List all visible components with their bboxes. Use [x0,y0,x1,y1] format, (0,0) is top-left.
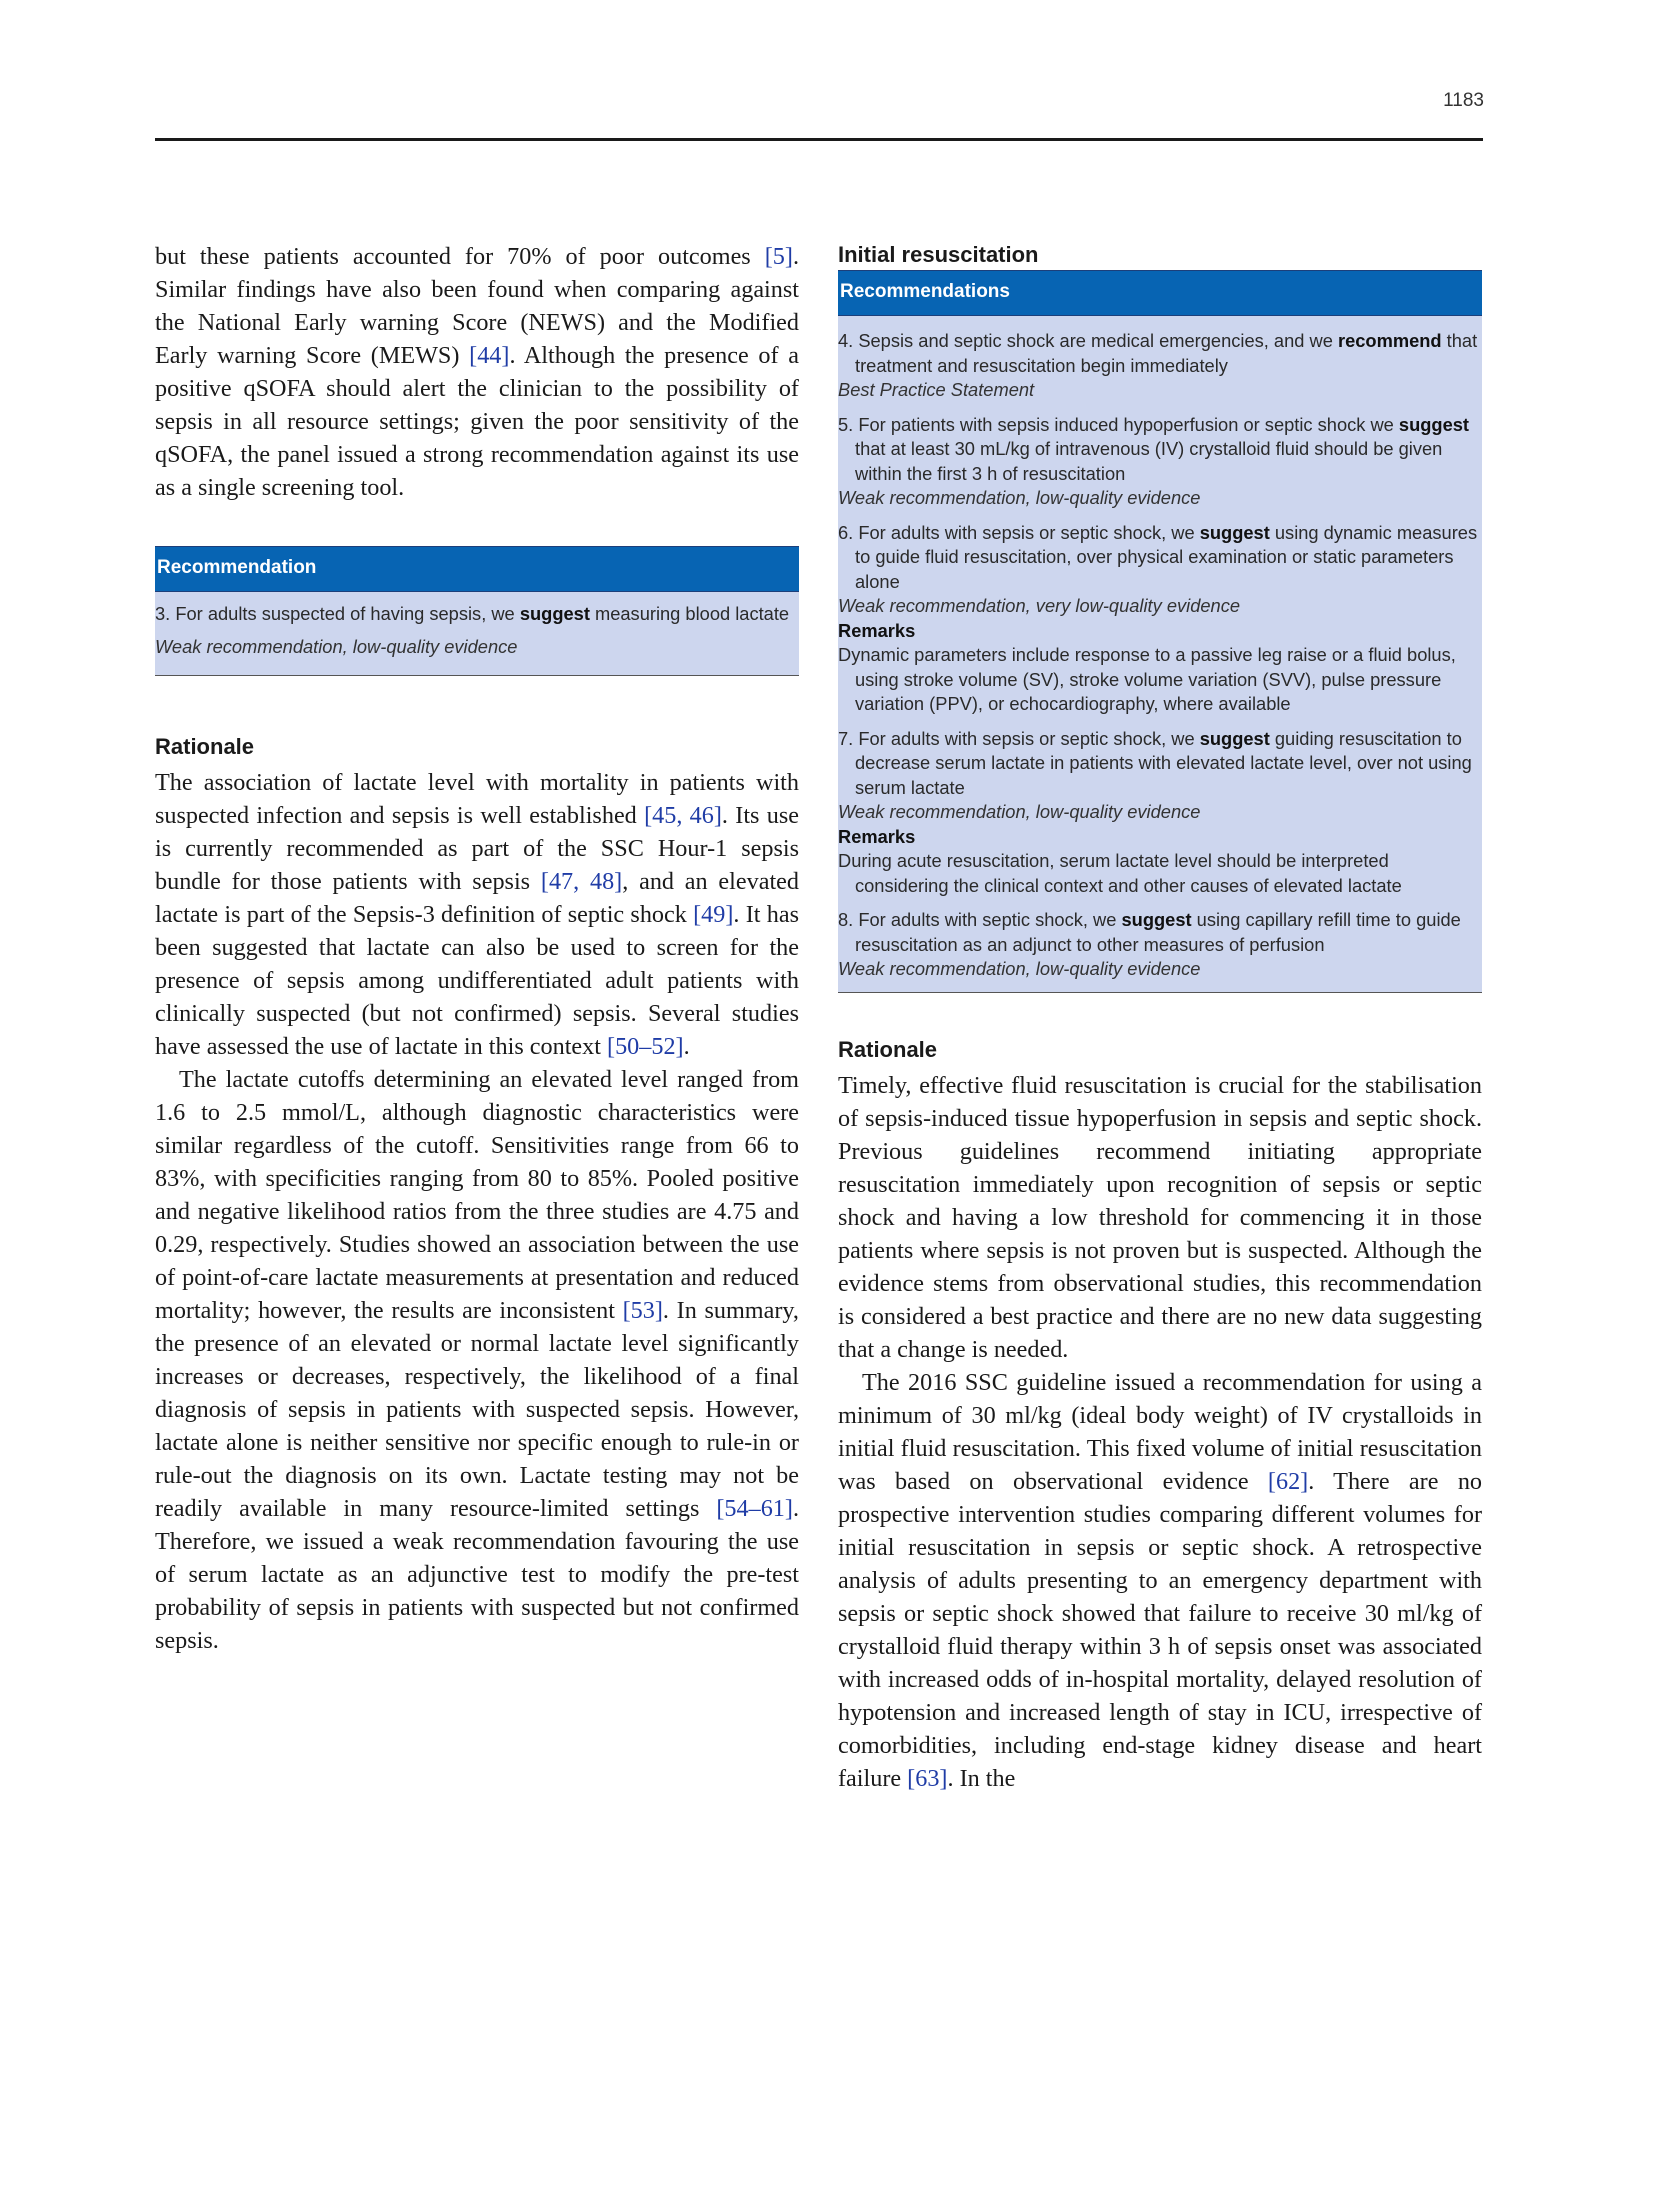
left-rationale-paragraph-2 [155,1063,799,1657]
citation-link[interactable]: [50–52] [607,1033,684,1060]
citation-link[interactable]: [45, 46] [644,802,722,829]
recommendation-8: 8. For adults with septic shock, we suggest using capillary refill time to guide resuscitation as an adjunct to other measures of perfusion [838,909,1461,955]
citation-link[interactable]: [54–61] [716,1495,793,1522]
paragraph-text: Timely, effective fluid resuscitation is crucial for the stabilisation of sepsis-induced tissue hypoperfusion in sepsis and septic shock. Previous guidelines recommend initiating appropriate resuscitation immediately upon recognition of sepsis or septic shock and having a low threshold for commencing it in those patients where sepsis is not proven but is suspected. Although the evidence stems from observational studies, this recommendation is considered a best practice and there are no new data suggesting that a change is needed. [838,1071,1482,1363]
header-rule [155,138,1483,141]
recommendation-6: 6. For adults with sepsis or septic shock, we suggest using dynamic measures to guide fluid resuscitation, over physical examination or static parameters alone [838,521,1478,592]
paragraph-text: The lactate cutoffs determining an elevated level ranged from 1.6 to 2.5 mmol/L, although diagnostic characteristics were similar regardless of the cutoff. Sensitivities range from 66 to 83%, with specificities ranging from 80 to 85%. Pooled positive and negative likelihood ratios from the three studies are 4.75 and 0.29, respectively. Studies showed an association between the use of point-of-care lactate measurements at presentation and reduced mortality; however, the results are inconsistent [155,1066,799,1324]
right-rationale-paragraph-2 [838,1366,1482,1795]
recommendation-7: 7. For adults with sepsis or septic shock, we suggest guiding resuscitation to decrease serum lactate in patients with elevated lactate level, over not using serum lactate [838,727,1472,798]
page-number: 1183 [1443,90,1484,111]
recommendation-6-grade: Weak recommendation, very low-quality evidence [838,595,1241,616]
recommendation-5: 5. For patients with sepsis induced hypoperfusion or septic shock we suggest that at least 30 mL/kg of intravenous (IV) crystalloid fluid should be given within the first 3 h of resuscitation [838,413,1470,484]
paragraph-text: . Although the presence of a positive qSOFA should alert the clinician to the possibility of sepsis in all resource settings; given the poor sensitivity of the qSOFA, the panel issued a strong recommendation against its use as a single screening tool. [155,342,799,501]
paragraph-text: , and an elevated lactate is part of the Sepsis-3 definition of septic shock [155,868,799,928]
recommendation-7-grade: Weak recommendation, low-quality evidence [838,801,1201,822]
recommendations-box-resuscitation [838,270,1482,993]
citation-link[interactable]: [63] [907,1764,948,1792]
paragraph-text: . There are no prospective intervention studies comparing different volumes for initial resuscitation in sepsis or septic shock. A retrospective analysis of adults presenting to an emergency department with sepsis or septic shock showed that failure to receive 30 ml/kg of crystalloid fluid therapy within 3 h of sepsis onset was associated with increased odds of in-hospital mortality, delayed resolution of hypotension and increased length of stay in ICU, irrespective of comorbidities, including end-stage kidney disease and heart failure [838,1467,1483,1792]
paragraph-text: The association of lactate level with mortality in patients with suspected infection and sepsis is well established [155,769,799,829]
recommendation-box-lactate [155,546,799,676]
paragraph-text: . Therefore, we issued a weak recommendation favouring the use of serum lactate as an adjunctive test to modify the pre-test probability of sepsis in patients with suspected but not confirmed sepsis. [155,1495,799,1654]
recommendation-box-header: Recommendation [155,546,799,592]
left-rationale-paragraph-1 [155,766,799,1063]
recommendation-5-grade: Weak recommendation, low-quality evidence [838,487,1201,508]
recommendation-7-remarks-heading: Remarks [838,825,916,847]
citation-link[interactable]: [47, 48] [540,868,623,895]
left-rationale-heading: Rationale [155,734,255,759]
citation-link[interactable]: [5] [764,243,793,270]
recommendation-box-body [155,592,799,675]
recommendation-8-grade: Weak recommendation, low-quality evidence [838,958,1201,979]
citation-link[interactable]: [49] [693,901,734,928]
left-intro-paragraph [155,240,799,504]
left-column [155,240,799,1657]
recommendation-3: 3. For adults suspected of having sepsis, we suggest measuring blood lactate [155,603,790,624]
recommendation-3-grade: Weak recommendation, low-quality evidence [155,635,518,657]
citation-link[interactable]: [44] [469,342,510,369]
paragraph-text: . Its use is currently recommended as part of the SSC Hour-1 sepsis bundle for those patients with sepsis [155,802,800,895]
paragraph-text: . In the [947,1764,1016,1792]
paragraph-text: The 2016 SSC guideline issued a recommendation for using a minimum of 30 ml/kg (ideal body weight) of IV crystalloids in initial fluid resuscitation. This fixed volume of initial resuscitation was based on observational evidence [838,1368,1482,1495]
paragraph-text: but these patients accounted for 70% of poor outcomes [155,243,765,270]
right-rationale-paragraph-1 [838,1069,1482,1366]
recommendation-4: 4. Sepsis and septic shock are medical emergencies, and we recommend that treatment and resuscitation begin immediately [838,330,1478,376]
citation-link[interactable]: [53] [622,1297,663,1324]
recommendation-7-remarks: During acute resuscitation, serum lactate level should be interpreted considering the clinical context and other causes of elevated lactate [838,850,1402,896]
initial-resuscitation-heading: Initial resuscitation [838,242,1039,267]
recommendations-box-header: Recommendations [838,270,1482,316]
citation-link[interactable]: [62] [1267,1467,1309,1495]
paragraph-text: . [683,1033,690,1060]
recommendations-box-body [838,316,1482,992]
paragraph-text: . Similar findings have also been found when comparing against the National Early warning Score (NEWS) and the Modified Early warning Score (MEWS) [155,243,799,369]
paragraph-text: . It has been suggested that lactate can also be used to screen for the presence of sepsis among undifferentiated adult patients with clinically suspected (but not confirmed) sepsis. Several studies have assessed the use of lactate in this context [155,901,799,1060]
right-column [838,240,1482,1795]
recommendation-6-remarks: Dynamic parameters include response to a passive leg raise or a fluid bolus, using stroke volume (SV), stroke volume variation (SVV), pulse pressure variation (PPV), or echocardiography, where available [838,644,1456,714]
recommendation-4-grade: Best Practice Statement [838,379,1035,400]
right-rationale-heading: Rationale [838,1036,938,1062]
recommendation-6-remarks-heading: Remarks [838,619,916,641]
paragraph-text: . In summary, the presence of an elevated or normal lactate level significantly increases or decreases, respectively, the likelihood of a final diagnosis of sepsis in patients with suspected sepsis. However, lactate alone is neither sensitive nor specific enough to rule-in or rule-out the diagnosis on its own. Lactate testing may not be readily available in many resource-limited settings [155,1297,799,1522]
